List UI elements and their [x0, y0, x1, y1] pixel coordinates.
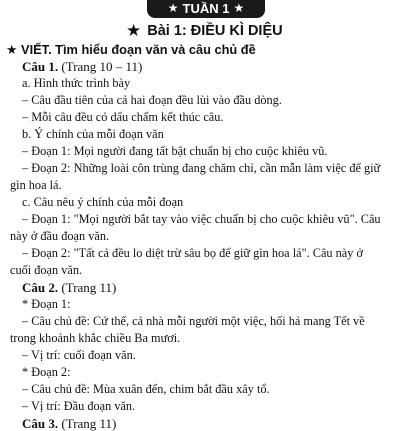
question-page-ref: (Trang 10 – 11) — [61, 58, 143, 74]
week-banner — [147, 0, 265, 18]
question-number: Câu 3. — [22, 415, 59, 431]
text-line: – Câu chủ đề: Cứ thế, cả nhà mỗi người một việc, hối hả mang Tết về — [22, 313, 365, 328]
question-heading — [22, 416, 116, 431]
text-line: * Đoạn 2: — [22, 364, 71, 379]
text-line: – Vị trí: cuối đoạn văn. — [22, 347, 136, 362]
question-number: Câu 1. — [22, 58, 59, 74]
text-line: * Đoạn 1: — [22, 296, 71, 311]
text-line: – Vị trí: Đầu đoạn văn. — [22, 398, 136, 413]
lesson-title — [126, 22, 283, 39]
text-line: – Mỗi câu đều có dấu chấm kết thúc câu. — [22, 109, 224, 124]
question-page-ref: (Trang 11) — [61, 415, 117, 431]
star-icon: ★ — [6, 42, 18, 57]
question-heading — [22, 280, 116, 295]
continuation-line: cuối đoạn văn. — [10, 262, 83, 277]
text-line: – Câu chủ đề: Mùa xuân đến, chim bắt đầu xây tổ. — [22, 381, 270, 396]
text-line: – Đoạn 1: "Mọi người bắt tay vào việc chuẩn bị cho cuộc khiêu vũ". Câu — [22, 211, 381, 226]
continuation-line: gìn hoa lá. — [10, 177, 62, 192]
question-heading — [22, 59, 142, 74]
text-line: a. Hình thức trình bày — [22, 75, 131, 90]
question-page-ref: (Trang 11) — [61, 279, 117, 295]
text-line: c. Câu nêu ý chính của mỗi đoạn — [22, 194, 184, 209]
text-line: – Đoạn 2: "Tất cả đều lo diệt trừ sâu bọ để giữ gìn hoa lá". Câu này ở — [22, 245, 363, 260]
section-heading — [6, 42, 256, 57]
text-line: – Đoạn 1: Mọi người đang tất bật chuẩn bị cho cuộc khiêu vũ. — [22, 143, 328, 158]
star-icon: ★ — [233, 1, 245, 15]
text-line: b. Ý chính của mỗi đoạn văn — [22, 126, 164, 141]
lesson-title-text: Bài 1: ĐIỀU KÌ DIỆU — [147, 22, 283, 39]
text-line: – Câu đầu tiên của cả hai đoạn đều lùi vào đầu dòng. — [22, 92, 282, 107]
continuation-line: trong khoảnh khắc chiều Ba mươi. — [10, 330, 181, 345]
text-line: – Đoạn 2: Những loài côn trùng đang chăm chỉ, cần mẫn làm việc để giữ — [22, 160, 381, 175]
section-heading-text: VIẾT. Tìm hiểu đoạn văn và câu chủ đề — [21, 42, 256, 57]
continuation-line: này ở đầu đoạn văn. — [10, 228, 110, 243]
star-icon: ★ — [167, 1, 179, 15]
week-label: TUẦN 1 — [182, 0, 230, 16]
question-number: Câu 2. — [22, 279, 59, 295]
star-icon: ★ — [126, 21, 142, 40]
